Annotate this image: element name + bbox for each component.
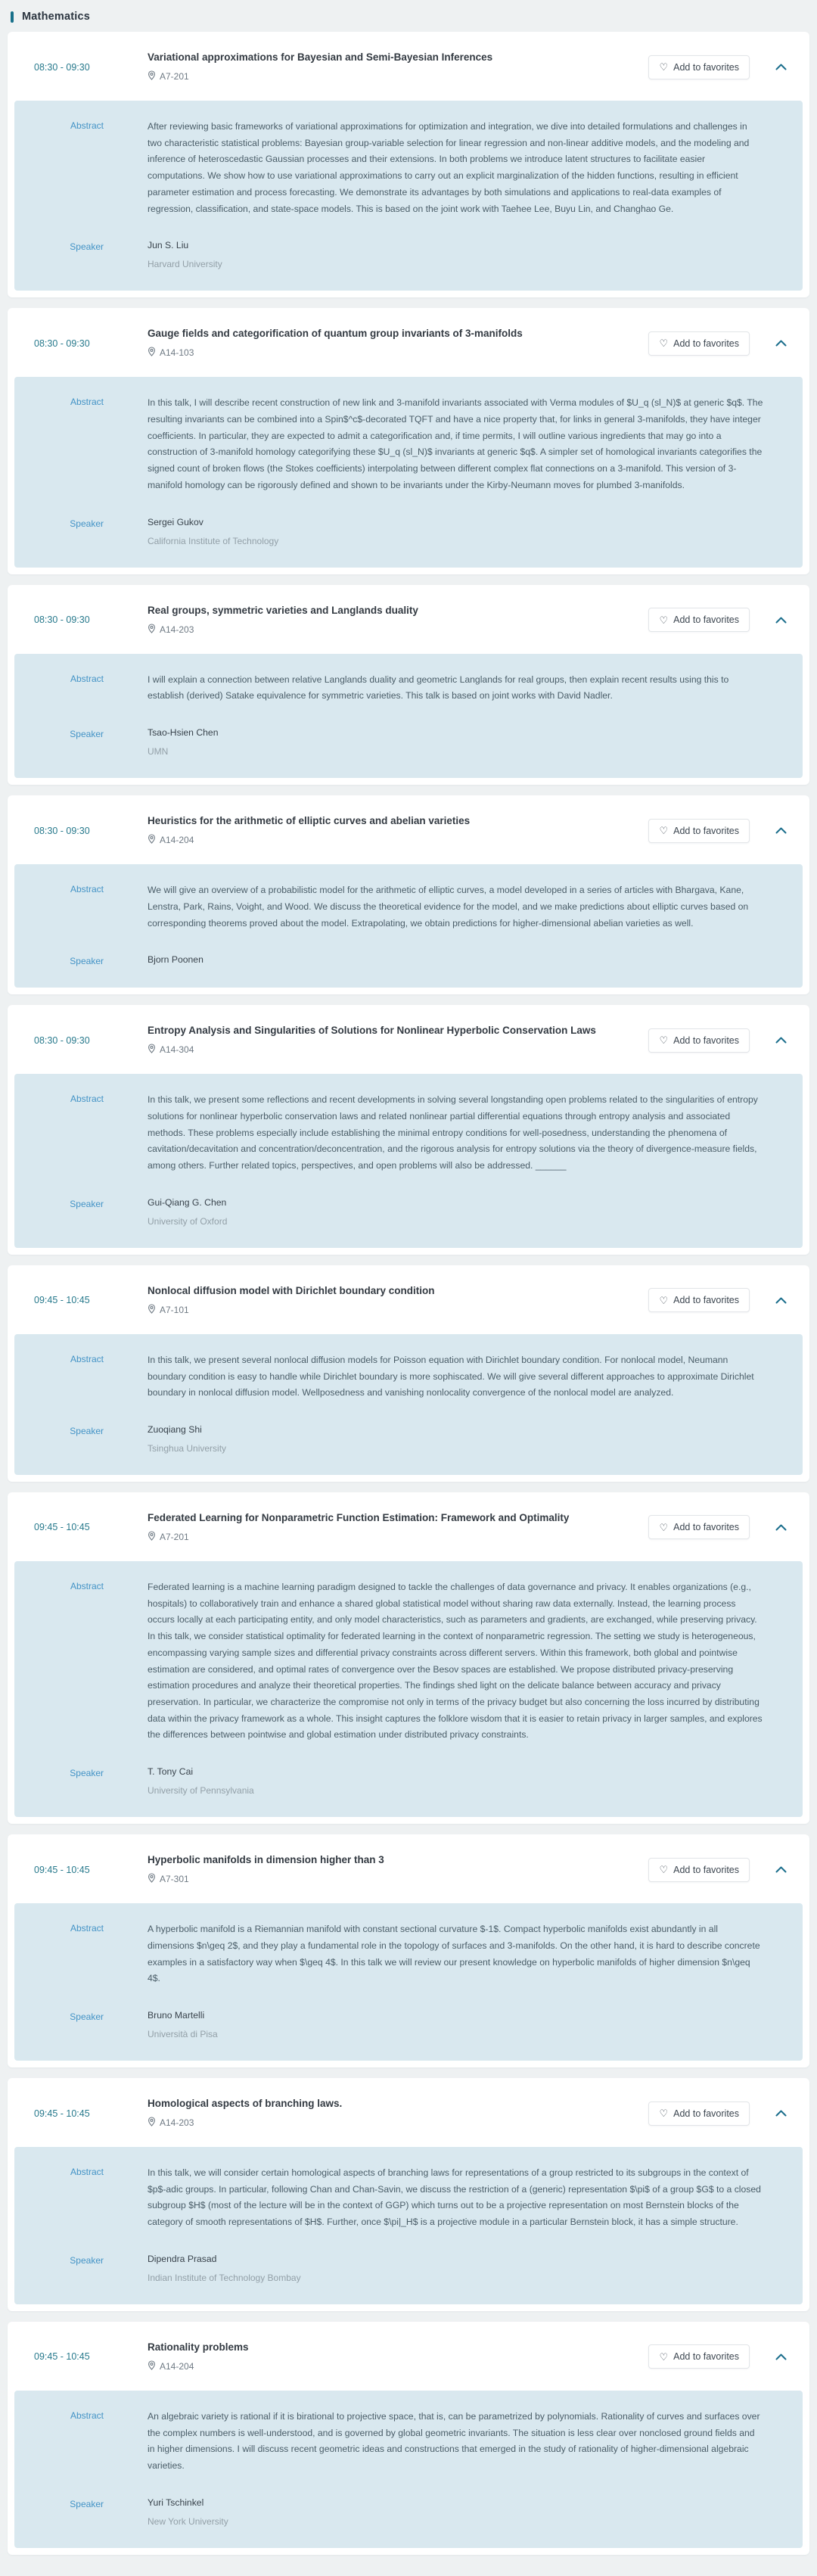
speaker-name: Yuri Tschinkel [148,2497,204,2508]
session-heading [148,2341,648,2372]
add-to-favorites-button[interactable] [648,1858,750,1882]
session-title: Gauge fields and categorification of quantum group invariants of 3-manifolds [148,328,523,340]
speaker-label: Speaker [70,1198,104,1209]
add-to-favorites-label: Add to favorites [673,1034,739,1046]
abstract-label: Abstract [70,2410,104,2421]
speaker-name: Tsao-Hsien Chen [148,727,219,739]
session-details [14,654,803,778]
speaker-row [14,517,803,546]
abstract-label: Abstract [70,1923,104,1934]
add-to-favorites-label: Add to favorites [673,338,739,349]
session-location-row [148,624,648,636]
collapse-button[interactable] [772,614,790,627]
section-header [8,6,809,32]
add-to-favorites-label: Add to favorites [673,61,739,73]
session-card [8,2322,809,2555]
abstract-label: Abstract [70,1580,104,1591]
session-time: 08:30 - 09:30 [34,1034,90,1046]
session-title: Rationality problems [148,2341,249,2353]
chevron-up-icon [775,1034,787,1046]
speaker-name: Sergei Gukov [148,516,203,527]
speaker-block [148,1197,803,1227]
session-card [8,795,809,994]
session-details [14,1074,803,1248]
session-card [8,1265,809,1482]
session-title: Nonlocal diffusion model with Dirichlet boundary condition [148,1284,435,1296]
session-title: Federated Learning for Nonparametric Function Estimation: Framework and Optimality [148,1511,570,1523]
add-to-favorites-button[interactable] [648,1515,750,1539]
collapse-button[interactable] [772,1034,790,1047]
session-actions [648,819,809,843]
speaker-row [14,727,803,757]
heart-icon: ♡ [659,2350,669,2363]
session-time: 09:45 - 10:45 [34,1295,90,1306]
session-title: Variational approximations for Bayesian and Semi-Bayesian Inferences [148,51,493,63]
session-heading [148,2098,648,2129]
session-actions [648,1515,809,1539]
speaker-row [14,2254,803,2283]
session-location-row [148,1531,648,1543]
session-details [14,2147,803,2304]
session-time: 09:45 - 10:45 [34,2108,90,2119]
speaker-affiliation: New York University [148,2515,228,2527]
speaker-affiliation: Harvard University [148,259,222,270]
session-heading [148,1025,648,1056]
add-to-favorites-label: Add to favorites [673,825,739,836]
abstract-label: Abstract [70,673,104,684]
session-location: A7-101 [160,1304,189,1315]
chevron-up-icon [775,2351,787,2363]
session-time: 08:30 - 09:30 [34,825,90,836]
speaker-affiliation: California Institute of Technology [148,535,279,546]
session-list [8,32,809,2555]
session-details [14,2391,803,2548]
speaker-row [14,240,803,269]
chevron-up-icon [775,338,787,349]
speaker-block [148,727,803,757]
session-title: Heuristics for the arithmetic of elliptic curves and abelian varieties [148,815,471,827]
session-location: A7-201 [160,1531,189,1542]
collapse-button[interactable] [772,337,790,350]
speaker-block [148,2497,803,2527]
session-card-header [8,2078,809,2147]
speaker-block [148,954,803,966]
chevron-up-icon [775,825,787,836]
collapse-button[interactable] [772,824,790,837]
session-location: A7-301 [160,1874,189,1885]
add-to-favorites-button[interactable] [648,331,750,356]
chevron-up-icon [775,61,787,73]
session-location: A14-103 [160,347,194,359]
session-heading [148,605,648,636]
speaker-label: Speaker [70,2254,104,2266]
speaker-row [14,954,803,966]
chevron-up-icon [775,614,787,626]
add-to-favorites-label: Add to favorites [673,2108,739,2119]
add-to-favorites-button[interactable] [648,2344,750,2369]
location-pin-icon [148,1531,156,1543]
add-to-favorites-label: Add to favorites [673,1864,739,1875]
speaker-label: Speaker [70,729,104,740]
collapse-button[interactable] [772,1863,790,1876]
speaker-row [14,1766,803,1796]
location-pin-icon [148,834,156,846]
session-details [14,377,803,567]
add-to-favorites-label: Add to favorites [673,614,739,626]
speaker-label: Speaker [70,1768,104,1779]
speaker-affiliation: UMN [148,746,169,758]
heart-icon: ♡ [659,1294,669,1306]
abstract-row [14,672,803,705]
session-abstract: Federated learning is a machine learning paradigm designed to tackle the challenges of data governance and privacy. It enables organizations (e.g., hospitals) to collaboratively train and enhance a shared global statistical model without sharing raw data externally. Instead, the learning process occurs locally at each participating entity, and only model characteristics, such as parameters and gradients, are exchanged, while preserving privacy. In this talk, we consider statistical optimality for federated learning in the context of nonparametric regression. The setting we study is heterogeneous, encompassing varying sample sizes and differential privacy constraints across different servers. Within this framework, both global and pointwise estimation are considered, and optimal rates of convergence over the Besov spaces are established. We propose distributed privacy-preserving estimation procedures and analyze their theoretical properties. The findings shed light on the delicate balance between accuracy and privacy preservation. In particular, we characterize the compromise not only in terms of the privacy budget but also concerning the loss incurred by distributing data within the privacy framework as a whole. This insight captures the folklore wisdom that it is easier to retain privacy in larger samples, and explores the differences between pointwise and global estimation under distributed privacy constraints. [148,1581,763,1741]
abstract-label: Abstract [70,1353,104,1364]
session-actions [648,608,809,632]
session-location-row [148,834,648,846]
speaker-affiliation: Indian Institute of Technology Bombay [148,2272,301,2283]
session-location-row [148,70,648,82]
add-to-favorites-label: Add to favorites [673,2351,739,2363]
heart-icon: ♡ [659,1521,669,1533]
session-actions [648,1288,809,1312]
session-abstract: In this talk, we present some reflections and recent developments in solving several longstanding open problems related to the singularities of entropy solutions for nonlinear hyperbolic conservation laws and related nonlinear partial differential equations through entropy analysis and associated methods. These problems especially include establishing the minimal entropy conditions for well-posedness, understanding the phenomena of cavitation/decavitation and concentration/deconcentration, and the rigorous analysis for entropy solutions via the theory of divergence-measure fields, among others. Further related topics, perspectives, and open problems will also be addressed. ______ [148,1094,758,1171]
session-card-header [8,1492,809,1561]
session-details [14,864,803,988]
session-time: 09:45 - 10:45 [34,2351,90,2363]
location-pin-icon [148,1044,156,1056]
session-card-header [8,585,809,654]
session-card-header [8,1834,809,1903]
abstract-row [14,1092,803,1174]
session-details [14,1903,803,2061]
heart-icon: ♡ [659,825,669,837]
abstract-label: Abstract [70,120,104,131]
session-details [14,1334,803,1475]
speaker-row [14,2497,803,2527]
location-pin-icon [148,347,156,359]
abstract-label: Abstract [70,2167,104,2178]
abstract-row [14,2409,803,2475]
location-pin-icon [148,1304,156,1316]
session-card [8,32,809,297]
session-location-row [148,1304,648,1316]
location-pin-icon [148,1873,156,1885]
session-time: 09:45 - 10:45 [34,1864,90,1875]
session-heading [148,328,648,359]
heart-icon: ♡ [659,614,669,626]
heart-icon: ♡ [659,2108,669,2120]
speaker-label: Speaker [70,2011,104,2023]
session-heading [148,51,648,82]
session-actions [648,331,809,356]
session-card-header [8,32,809,101]
session-actions [648,1028,809,1053]
speaker-affiliation: University of Pennsylvania [148,1785,254,1797]
abstract-label: Abstract [70,884,104,895]
session-abstract: A hyperbolic manifold is a Riemannian manifold with constant sectional curvature $-1$. Compact hyperbolic manifolds exist abundantly in all dimensions $n\geq 2$, and they play a fundamental role in the topology of surfaces and 3-manifolds. On the other hand, it is hard to describe concrete examples in a satisfactory way when $\geq 4$. In this talk we will review our present knowledge on hyperbolic manifolds of higher dimension $n\geq 4$. [148,1924,760,1984]
session-card-header [8,795,809,864]
session-location: A14-203 [160,2117,194,2129]
add-to-favorites-button[interactable] [648,1028,750,1053]
add-to-favorites-button[interactable] [648,55,750,79]
speaker-name: Gui-Qiang G. Chen [148,1196,227,1208]
speaker-block [148,2010,803,2039]
section-title: Mathematics [22,11,91,23]
speaker-row [14,1424,803,1454]
speaker-affiliation: Tsinghua University [148,1442,227,1454]
session-abstract: We will give an overview of a probabilistic model for the arithmetic of elliptic curves, a model developed in a series of articles with Bhargava, Kane, Lenstra, Park, Rains, Voight, and Wood. We discuss the theoretical evidence for the model, and we make predictions about elliptic curves based on corresponding theorems proved about the model. Extrapolating, we obtain predictions for higher-dimensional abelian varieties as well. [148,885,749,929]
session-abstract: In this talk, we present several nonlocal diffusion models for Poisson equation with Dirichlet boundary condition. For nonlocal model, Neumann boundary condition is easy to handle while Dirichlet boundary is more sophiscated. We will give several different approaches to approximate Dirichlet boundary in nonlocal diffusion model. Wellposedness and vanishing nonlocality convergence of the nonlocal model are analyzed. [148,1354,754,1398]
location-pin-icon [148,2360,156,2372]
location-pin-icon [148,624,156,636]
session-card-header [8,1005,809,1074]
session-location: A14-204 [160,835,194,846]
session-title: Hyperbolic manifolds in dimension higher than 3 [148,1854,384,1866]
speaker-affiliation: University of Oxford [148,1215,228,1227]
abstract-row [14,1352,803,1402]
session-abstract: I will explain a connection between relative Langlands duality and geometric Langlands for real groups, then explain recent results using this to establish (derived) Satake equivalence for symmetric varieties. This talk is based on joint works with David Nadler. [148,674,729,702]
session-title: Homological aspects of branching laws. [148,2098,343,2110]
session-location: A14-203 [160,624,194,635]
session-actions [648,2102,809,2126]
session-card [8,2078,809,2311]
session-details [14,101,803,291]
session-heading [148,1854,648,1885]
speaker-name: T. Tony Cai [148,1766,194,1778]
speaker-label: Speaker [70,1425,104,1436]
session-location-row [148,1044,648,1056]
add-to-favorites-button[interactable] [648,819,750,843]
session-title: Real groups, symmetric varieties and Langlands duality [148,604,418,616]
collapse-button[interactable] [772,2107,790,2120]
abstract-row [14,1579,803,1744]
speaker-name: Jun S. Liu [148,240,189,251]
session-actions [648,2344,809,2369]
speaker-label: Speaker [70,518,104,529]
heart-icon: ♡ [659,1864,669,1876]
session-heading [148,815,648,846]
add-to-favorites-label: Add to favorites [673,1522,739,1533]
speaker-block [148,1424,803,1454]
speaker-row [14,2010,803,2039]
location-pin-icon [148,70,156,82]
session-card-header [8,308,809,377]
abstract-row [14,119,803,217]
chevron-up-icon [775,1864,787,1875]
session-location-row [148,2360,648,2372]
session-card [8,585,809,785]
session-location-row [148,347,648,359]
session-location-row [148,2117,648,2129]
session-abstract: In this talk, we will consider certain homological aspects of branching laws for representations of a group restricted to its subgroups in the context of $p$-adic groups. In particular, following Chan and Chan-Savin, we discuss the restriction of a (generic) representation $\pi$ of a group $G$ to a closed subgroup $H$ (most of the lecture will be in the context of GGP) which turns out to be a projective representation on most Bernstein blocks of the category of smooth representations of $H$. Further, once $\pi|_H$ is a projective module in a particular Bernstein block, it has a simple structure. [148,2167,761,2228]
speaker-row [14,1197,803,1227]
speaker-name: Bjorn Poonen [148,954,203,966]
session-details [14,1561,803,1817]
abstract-row [14,1921,803,1987]
session-heading [148,1285,648,1316]
abstract-row [14,882,803,932]
speaker-label: Speaker [70,241,104,253]
session-card [8,308,809,574]
abstract-label: Abstract [70,1094,104,1105]
chevron-up-icon [775,1522,787,1533]
heart-icon: ♡ [659,1034,669,1047]
add-to-favorites-button[interactable] [648,2102,750,2126]
speaker-block [148,1766,803,1796]
session-actions [648,1858,809,1882]
chevron-up-icon [775,1295,787,1306]
session-location-row [148,1873,648,1885]
add-to-favorites-button[interactable] [648,1288,750,1312]
speaker-affiliation: Università di Pisa [148,2029,218,2040]
session-abstract: After reviewing basic frameworks of variational approximations for optimization and integration, we dive into detailed formulations and challenges in two characteristic statistical problems: Bayesian group-variable selection for linear regression and non-linear additive models, and the modeling and inference of heteroscedastic Gaussian processes and their extensions. In both problems we introduce latent structures to facilitate easier computations. We show how to use variational approximations to carry out an explicit marginalization of the hidden functions, resulting in efficient parameter estimation and process forecasting. We demonstrate its advantages by both simulations and applications to real-data examples of regression, classification, and state-space models. This is based on the joint work with Taehee Lee, Buyu Lin, and Changhao Ge. [148,121,750,214]
speaker-block [148,2254,803,2283]
location-pin-icon [148,2117,156,2129]
session-abstract: An algebraic variety is rational if it is birational to projective space, that is, can be parametrized by polynomials. Rationality of curves and surfaces over the complex numbers is well-understood, and is governed by global geometric invariants. The situation is less clear over nonclosed ground fields and in higher dimensions. I will discuss recent geometric ideas and constructions that emerged in the study of rationality of higher-dimensional algebraic varieties. [148,2410,760,2472]
session-actions [648,55,809,79]
session-time: 08:30 - 09:30 [34,61,90,73]
abstract-row [14,2165,803,2231]
speaker-name: Dipendra Prasad [148,2253,217,2264]
collapse-button[interactable] [772,2350,790,2363]
session-abstract: In this talk, I will describe recent construction of new link and 3-manifold invariants associated with Verma modules of $U_q (sl_N)$ at generic $q$. The resulting invariants can be combined into a Spin$^c$-decorated TQFT and have a nice property that, for links in general 3-manifolds, they have integer coefficients. In particular, they are expected to admit a categorification and, if time permits, I will outline various ingredients that may go into a construction of 3-manifold homology categorifying these $U_q (sl_N)$ invariants at generic $q$. A simpler set of homological invariants categorifies the signed count of broken flows (the Stokes coefficients) interpolating between different complex flat connections on a 3-manifold. This version of 3-manifold homology can be rigorously defined and shown to be invariants under the Kirby-Neumann moves for plumbed 3-manifolds. [148,397,763,490]
session-time: 08:30 - 09:30 [34,338,90,349]
session-card-header [8,2322,809,2391]
speaker-name: Zuoqiang Shi [148,1423,202,1435]
speaker-block [148,517,803,546]
session-card [8,1492,809,1824]
session-time: 09:45 - 10:45 [34,1522,90,1533]
session-location: A7-201 [160,71,189,82]
add-to-favorites-button[interactable] [648,608,750,632]
session-location: A14-204 [160,2360,194,2372]
abstract-row [14,395,803,493]
heart-icon: ♡ [659,338,669,350]
section-accent-bar [11,11,14,23]
session-title: Entropy Analysis and Singularities of Solutions for Nonlinear Hyperbolic Conservation Laws [148,1025,596,1037]
speaker-label: Speaker [70,2498,104,2509]
collapse-button[interactable] [772,1294,790,1307]
add-to-favorites-label: Add to favorites [673,1295,739,1306]
session-card-header [8,1265,809,1334]
speaker-block [148,240,803,269]
heart-icon: ♡ [659,61,669,73]
collapse-button[interactable] [772,61,790,73]
abstract-label: Abstract [70,397,104,408]
session-location: A14-304 [160,1044,194,1056]
speaker-name: Bruno Martelli [148,2010,205,2021]
session-card [8,1834,809,2067]
session-heading [148,1512,648,1543]
session-time: 08:30 - 09:30 [34,614,90,626]
chevron-up-icon [775,2108,787,2119]
speaker-label: Speaker [70,956,104,967]
session-card [8,1005,809,1255]
collapse-button[interactable] [772,1521,790,1534]
